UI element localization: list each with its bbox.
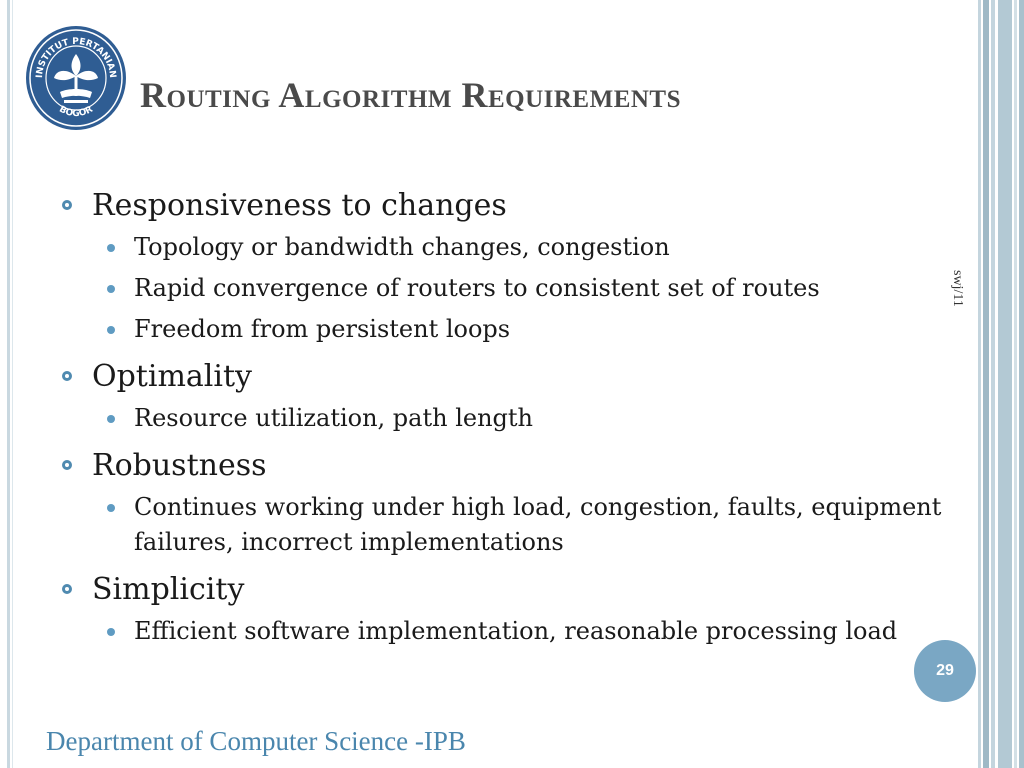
- dot-bullet-icon: [107, 285, 115, 293]
- bullet-label: Robustness: [92, 448, 267, 483]
- sub-bullet-label: Rapid convergence of routers to consistent set of routes: [134, 274, 820, 302]
- dot-bullet-icon: [107, 628, 115, 636]
- page-number-badge: [914, 640, 976, 702]
- sub-bullet-item: [62, 312, 942, 347]
- left-border-line: [7, 0, 10, 768]
- ring-bullet-icon: [62, 460, 72, 470]
- right-stripe: [983, 0, 989, 768]
- bullet-item: [62, 572, 942, 608]
- sub-bullet-item: [62, 490, 942, 560]
- right-stripe: [998, 0, 1012, 768]
- sub-bullet-label: Continues working under high load, congestion, faults, equipment failures, incorrect implementations: [134, 493, 942, 556]
- svg-text:INSTITUT PERTANIAN: INSTITUT PERTANIAN: [34, 36, 118, 79]
- right-stripe: [991, 0, 995, 768]
- sub-bullet-label: Resource utilization, path length: [134, 404, 534, 432]
- side-label: swj/11: [950, 270, 965, 307]
- footer-department: Department of Computer Science -IPB: [46, 726, 466, 756]
- sub-bullet-label: Topology or bandwidth changes, congestion: [134, 233, 670, 261]
- ring-bullet-icon: [62, 584, 72, 594]
- bullet-item: [62, 188, 942, 224]
- svg-text:BOGOR: BOGOR: [57, 104, 95, 120]
- right-stripe: [1019, 0, 1024, 768]
- page-number: 29: [936, 662, 954, 679]
- right-stripe: [1014, 0, 1017, 768]
- sub-bullet-label: Freedom from persistent loops: [134, 315, 511, 343]
- sub-bullet-item: [62, 230, 942, 265]
- dot-bullet-icon: [107, 244, 115, 252]
- sub-bullet-item: [62, 271, 942, 306]
- ipb-seal-icon: [24, 24, 128, 132]
- dot-bullet-icon: [107, 504, 115, 512]
- ring-bullet-icon: [62, 371, 72, 381]
- bullet-item: [62, 448, 942, 484]
- ipb-logo: [24, 24, 128, 132]
- sub-bullet-label: Efficient software implementation, reasonable processing load: [134, 617, 898, 645]
- slide-title: Routing Algorithm Requirements: [140, 75, 682, 115]
- dot-bullet-icon: [107, 326, 115, 334]
- ring-bullet-icon: [62, 200, 72, 210]
- bullet-label: Optimality: [92, 359, 252, 394]
- sub-bullet-item: [62, 401, 942, 436]
- left-border-line-thin: [12, 0, 13, 768]
- sub-bullet-item: [62, 614, 942, 649]
- bullet-item: [62, 359, 942, 395]
- bullet-label: Simplicity: [92, 572, 245, 607]
- bullet-label: Responsiveness to changes: [92, 188, 507, 223]
- right-stripe: [978, 0, 981, 768]
- slide-content: [62, 188, 942, 649]
- dot-bullet-icon: [107, 415, 115, 423]
